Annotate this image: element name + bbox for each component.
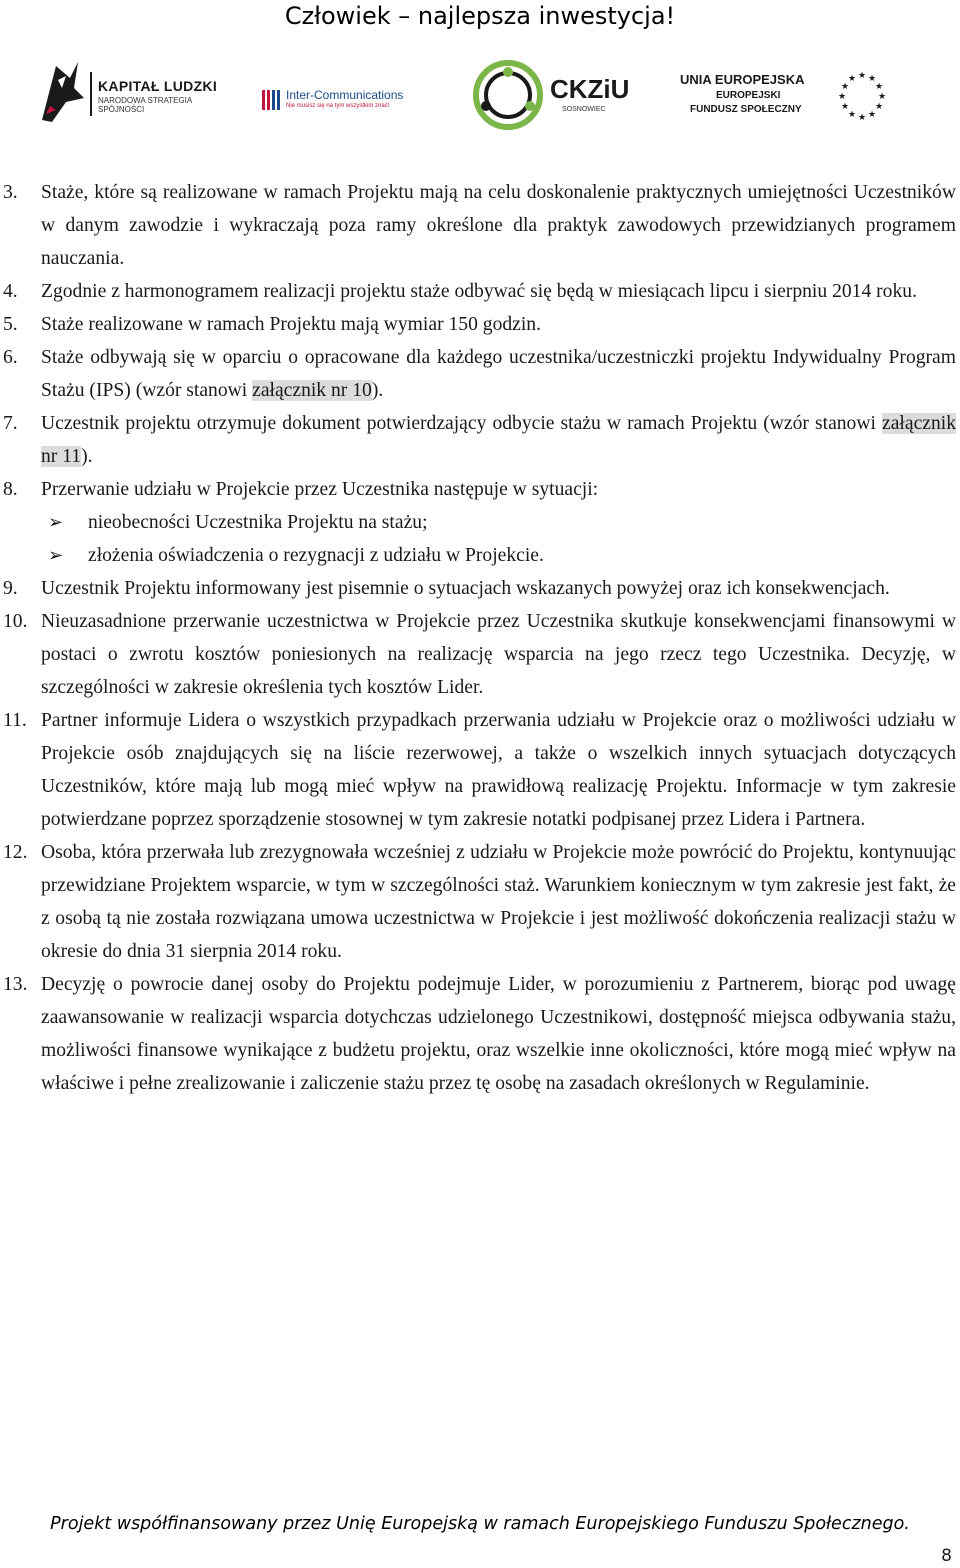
item-text: Nieuzasadnione przerwanie uczestnictwa w Projekcie przez Uczestnika skutkuje konsekwencjami finansowymi w postaci o zwrotu kosztów poniesionych na realizację wsparcia na jego rzecz tego Uczestnika. Decyzję, w szczególności w zakresie określenia tych kosztów Lider.: [41, 611, 956, 698]
list-item: [0, 341, 960, 407]
item-text: Uczestnik projektu otrzymuje dokument potwierdzający odbycie stażu w ramach Projektu (wzór stanowi: [41, 413, 883, 434]
kapital-ludzki-logo: [38, 58, 238, 128]
item-number: 9.: [3, 578, 18, 599]
svg-text:★: ★: [867, 110, 877, 120]
item-number: 11.: [3, 710, 27, 731]
inter-communications-logo: [262, 86, 432, 116]
item-text: Uczestnik Projektu informowany jest pisemnie o sytuacjach wskazanych powyżej oraz ich konsekwencjach.: [41, 578, 890, 599]
bullet-item: [0, 506, 960, 539]
list-item: [0, 572, 960, 605]
ue-line2: EUROPEJSKI: [716, 90, 781, 101]
svg-text:★: ★: [877, 92, 887, 102]
list-item: [0, 407, 960, 473]
list-item: [0, 836, 960, 968]
page-number: 8: [941, 1546, 952, 1566]
item-text: Staże, które są realizowane w ramach Projektu mają na celu doskonalenie praktycznych umiejętności Uczestników w danym zawodzie i wykraczają poza ramy określone dla praktyk zawodowych przewidzianych programem nauczania.: [41, 182, 956, 269]
svg-text:★: ★: [840, 82, 850, 92]
footer-text: Projekt współfinansowany przez Unię Europejską w ramach Europejskiego Funduszu Społecznego.: [50, 1514, 910, 1534]
ckziu-logo: [470, 58, 630, 132]
ckziu-subtitle: SOSNOWIEC: [562, 106, 606, 113]
header-slogan: Człowiek – najlepsza inwestycja!: [284, 2, 676, 30]
attachment-reference: załącznik nr 11: [41, 413, 956, 467]
svg-text:★: ★: [847, 74, 857, 84]
item-text: Decyzję o powrocie danej osoby do Projektu podejmuje Lider, w porozumieniu z Partnerem, biorąc pod uwagę zaawansowanie w realizacji wsparcia dotychczas udzielonego Uczestnikowi, dostępność miejsca odbywania stażu, możliwości finansowe wynikające z budżetu projektu, oraz wszelkie inne okoliczności, które mogą mieć wpływ na właściwe i pełne zrealizowanie i zaliczenie stażu przez tę osobę na zasadach określonych w Regulaminie.: [41, 974, 956, 1094]
bullet-item: [0, 539, 960, 572]
item-text-end: ).: [81, 446, 93, 467]
item-text: Staże odbywają się w oparciu o opracowane dla każdego uczestnika/uczestniczki projektu Indywidualny Program Stażu (IPS) (wzór stanowi: [41, 347, 956, 401]
list-item: [0, 176, 960, 275]
ckziu-people-icon: [470, 58, 546, 132]
bullet-text: nieobecności Uczestnika Projektu na stażu;: [88, 512, 428, 533]
svg-text:★: ★: [874, 102, 884, 112]
arrow-bullet-icon: ➢: [48, 512, 64, 532]
svg-text:★: ★: [857, 71, 867, 81]
ue-line1: UNIA EUROPEJSKA: [680, 72, 805, 87]
ic-tagline: Nie musisz się na tym wszystkim znać!: [286, 103, 390, 109]
svg-text:★: ★: [840, 102, 850, 112]
item-number: 8.: [3, 479, 18, 500]
item-number: 5.: [3, 314, 18, 335]
item-text: Przerwanie udziału w Projekcie przez Uczestnika następuje w sytuacji:: [41, 479, 599, 500]
regulation-content: [0, 176, 960, 1100]
list-item: [0, 605, 960, 704]
svg-text:★: ★: [867, 74, 877, 84]
ckziu-title: CKZiU: [550, 74, 630, 104]
item-number: 10.: [3, 611, 28, 632]
svg-text:★: ★: [837, 92, 847, 102]
ue-line3: FUNDUSZ SPOŁECZNY: [690, 104, 802, 115]
item-number: 3.: [3, 182, 18, 203]
attachment-reference: załącznik nr 10: [252, 380, 372, 401]
svg-text:★: ★: [857, 113, 867, 123]
list-item: [0, 704, 960, 836]
list-item: [0, 968, 960, 1100]
item-text-end: ).: [371, 380, 384, 401]
item-number: 4.: [3, 281, 18, 302]
ic-title: Inter-Communications: [286, 88, 404, 102]
ic-bars-icon: [262, 90, 282, 110]
item-text: Partner informuje Lidera o wszystkich przypadkach przerwania udziału w Projekcie oraz o możliwości udziału w Projekcie osób znajdujących się na liście rezerwowej, a także o wszelkich innych sytuacjach dotyczących Uczestników, które mają lub mogą mieć wpływ na prawidłową realizację Projektu. Informacje w tym zakresie potwierdzane poprzez sporządzenie stosownej w tym zakresie notatki podpisanej przez Lidera i Partnera.: [41, 710, 956, 830]
ue-logo: [680, 68, 920, 124]
list-item: [0, 308, 960, 341]
kl-title: KAPITAŁ LUDZKI: [98, 78, 218, 94]
item-number: 13.: [3, 974, 28, 995]
arrow-bullet-icon: ➢: [48, 545, 64, 565]
kl-subtitle: NARODOWA STRATEGIA SPÓJNOŚCI: [98, 96, 192, 114]
item-text: Staże realizowane w ramach Projektu mają wymiar 150 godzin.: [41, 314, 542, 335]
svg-text:★: ★: [847, 110, 857, 120]
eu-stars-icon: [834, 68, 890, 124]
bullet-text: złożenia oświadczenia o rezygnacji z udziału w Projekcie.: [88, 545, 544, 566]
item-number: 6.: [3, 347, 18, 368]
item-text: Zgodnie z harmonogramem realizacji projektu staże odbywać się będą w miesiącach lipcu i sierpniu 2014 roku.: [41, 281, 917, 302]
svg-text:★: ★: [874, 82, 884, 92]
list-item: [0, 473, 960, 506]
list-item: [0, 275, 960, 308]
item-number: 7.: [3, 413, 18, 434]
item-number: 12.: [3, 842, 28, 863]
item-text: Osoba, która przerwała lub zrezygnowała wcześniej z udziału w Projekcie może powrócić do Projektu, kontynuując przewidziane Projektem wsparcie, w tym w szczególności staż. Warunkiem koniecznym w tym zakresie jest fakt, że z osobą tą nie została rozwiązana umowa uczestnictwa w Projekcie i jest możliwość dokończenia realizacji stażu w okresie do dnia 31 sierpnia 2014 roku.: [41, 842, 956, 962]
